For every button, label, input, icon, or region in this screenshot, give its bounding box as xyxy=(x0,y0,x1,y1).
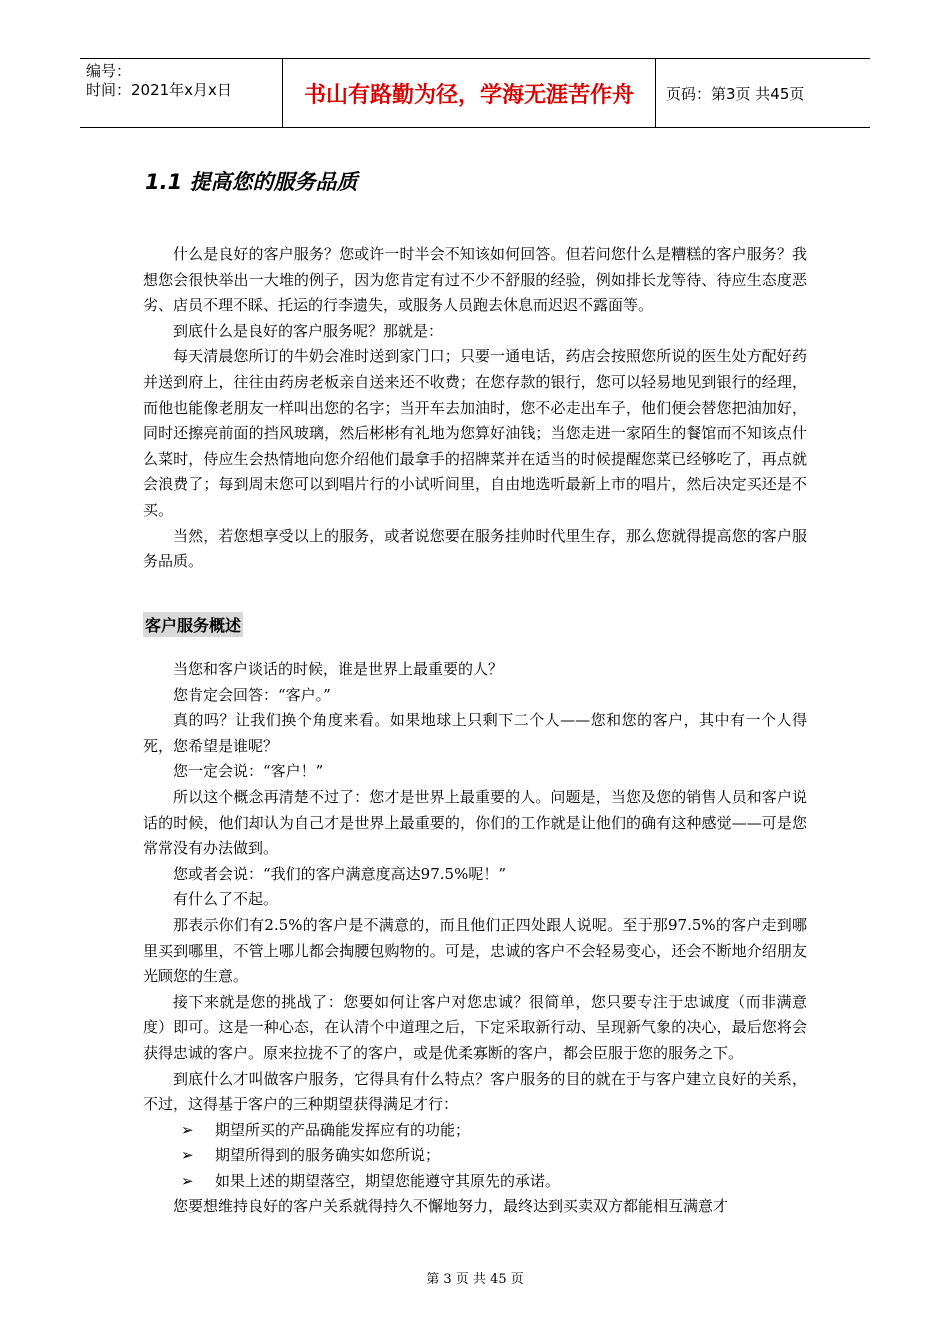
header-number: 编号： xyxy=(86,62,132,80)
section1-body xyxy=(143,242,807,575)
list-item xyxy=(143,1118,807,1144)
subheading: 客户服务概述 xyxy=(143,612,243,637)
paragraph: 当您和客户谈话的时候，谁是世界上最重要的人？ xyxy=(173,660,504,678)
section-heading: 1.1 提高您的服务品质 xyxy=(145,170,358,194)
header-motto: 书山有路勤为径，学海无涯苦作舟 xyxy=(282,59,656,127)
paragraph: 什么是良好的客户服务？您或许一时半会不知该如何回答。但若问您什么是糟糕的客户服务？我想您会很快举出一大堆的例子，因为您肯定有过不少不舒服的经验，例如排长龙等待、待应生态度恶劣、店员不理不睬、托运的行李遗失，或服务人员跑去休息而迟迟不露面等。 xyxy=(143,245,807,315)
header-time: 时间：2021年x月x日 xyxy=(86,81,232,99)
list-item-text: 如果上述的期望落空，期望您能遵守其原先的承诺。 xyxy=(215,1171,561,1190)
paragraph: 到底什么是良好的客户服务呢？那就是： xyxy=(173,321,444,340)
paragraph: 那表示你们有2.5%的客户是不满意的，而且他们正四处跟人说呢。至于那97.5%的客户走到哪里买到哪里，不管上哪儿都会掏腰包购物的。可是，忠诚的客户不会轻易变心，还会不断地介绍朋友光顾您的生意。 xyxy=(143,915,807,986)
header-page-info: 页码：第3页 共45页 xyxy=(666,84,805,103)
paragraph: 您要想维持良好的客户关系就得持久不懈地努力，最终达到买卖双方都能相互满意才 xyxy=(173,1197,729,1216)
arrow-bullet-icon: ➢ xyxy=(181,1120,194,1139)
paragraph: 您或者会说：“我们的客户满意度高达97.5%呢！” xyxy=(173,864,506,883)
paragraph: 有什么了不起。 xyxy=(173,890,279,909)
header-meta xyxy=(80,59,282,127)
list-item-text: 期望所得到的服务确实如您所说； xyxy=(215,1146,441,1165)
paragraph: 当然，若您想享受以上的服务，或者说您要在服务挂帅时代里生存，那么您就得提高您的客户服务品质。 xyxy=(143,526,807,571)
paragraph: 您一定会说：“客户！” xyxy=(173,762,324,781)
list-item xyxy=(143,1143,807,1169)
section2-body xyxy=(143,657,807,1220)
arrow-bullet-icon: ➢ xyxy=(181,1171,194,1190)
list-item xyxy=(143,1169,807,1195)
page-header xyxy=(80,58,870,128)
paragraph: 您肯定会回答：“客户。” xyxy=(173,685,331,704)
paragraph: 真的吗？让我们换个角度来看。如果地球上只剩下二个人——您和您的客户，其中有一个人得死，您希望是谁呢？ xyxy=(143,711,807,755)
paragraph: 每天清晨您所订的牛奶会准时送到家门口；只要一通电话，药店会按照您所说的医生处方配好药并送到府上，往往由药房老板亲自送来还不收费；在您存款的银行，您可以轻易地见到银行的经理，而他也能像老朋友一样叫出您的名字；当开车去加油时，您不必走出车子，他们便会替您把油加好，同时还擦亮前面的挡风玻璃，然后彬彬有礼地为您算好油钱；当您走进一家陌生的餐馆而不知该点什么菜时，侍应生会热情地向您介绍他们最拿手的招牌菜并在适当的时候提醒您菜已经够吃了，再点就会浪费了；每到周末您可以到唱片行的小试听间里，自由地选听最新上市的唱片，然后决定买还是不买。 xyxy=(143,347,807,519)
page-footer: 第 3 页 共 45 页 xyxy=(426,1272,524,1287)
paragraph: 所以这个概念再清楚不过了：您才是世界上最重要的人。问题是，当您及您的销售人员和客户说话的时候，他们却认为自己才是世界上最重要的，你们的工作就是让他们的确有这种感觉——可是您常常没有办法做到。 xyxy=(143,787,807,858)
paragraph: 到底什么才叫做客户服务，它得具有什么特点？客户服务的目的就在于与客户建立良好的关系，不过，这得基于客户的三种期望获得满足才行： xyxy=(143,1069,807,1114)
arrow-bullet-icon: ➢ xyxy=(181,1146,194,1165)
paragraph: 接下来就是您的挑战了：您要如何让客户对您忠诚？很简单，您只要专注于忠诚度（而非满意度）即可。这是一种心态，在认清个中道理之后，下定采取新行动、呈现新气象的决心，最后您将会获得忠诚的客户。原来拉拢不了的客户，或是优柔寡断的客户，都会臣服于您的服务之下。 xyxy=(143,992,807,1062)
list-item-text: 期望所买的产品确能发挥应有的功能； xyxy=(215,1120,471,1139)
